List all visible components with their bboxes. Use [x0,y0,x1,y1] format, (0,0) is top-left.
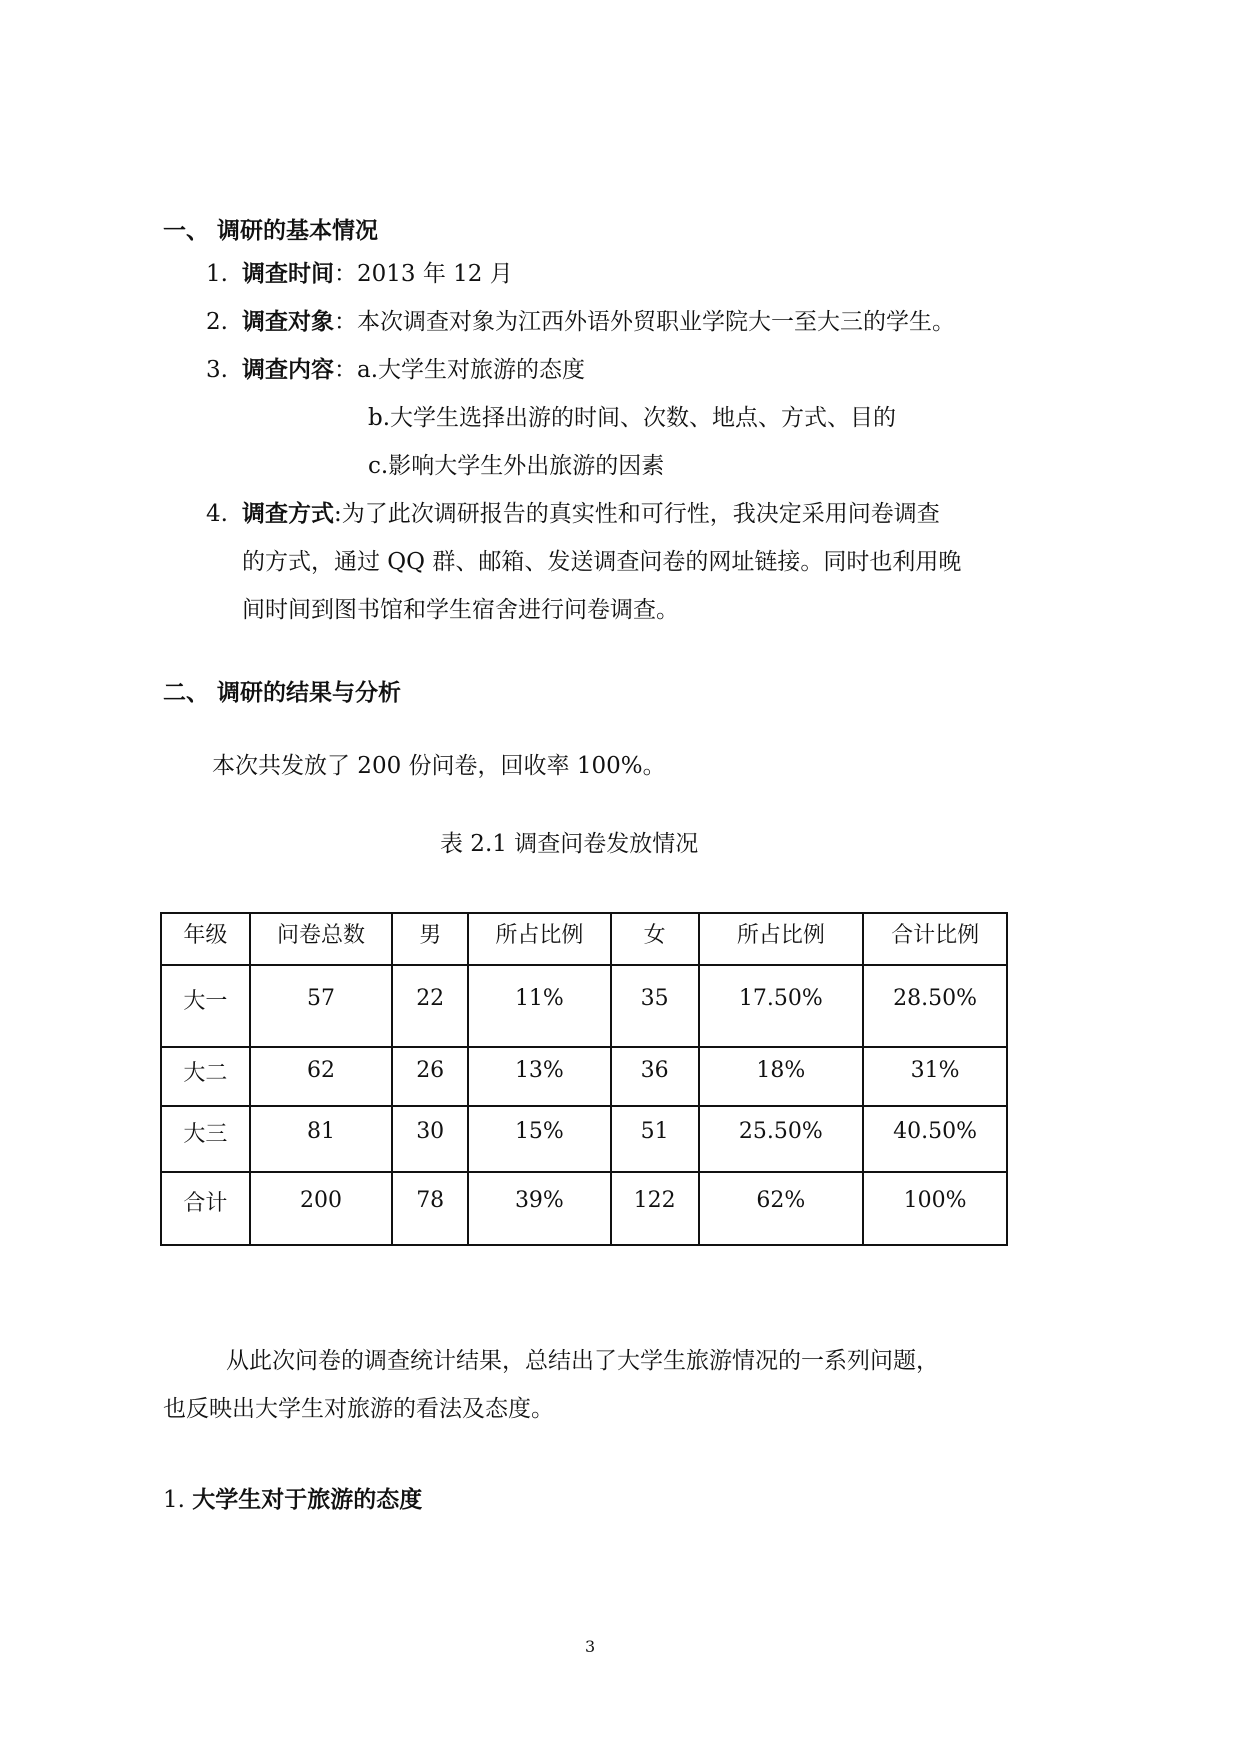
table-cell: 大二 [161,1047,250,1106]
table-caption: 表 2.1 调查问卷发放情况 [440,831,699,857]
item-separator: ： [334,261,357,287]
table-cell: 28.50% [863,965,1007,1047]
table-header-cell: 女 [611,913,699,965]
paragraph-line: 从此次问卷的调查统计结果，总结出了大学生旅游情况的一系列问题， [226,1348,939,1374]
subsection-title: 大学生对于旅游的态度 [192,1487,423,1513]
subsection-heading [163,1476,422,1524]
item-label: 调查方式 [242,501,334,527]
section-2-heading: 二、 调研的结果与分析 [163,680,402,706]
table-header-cell: 男 [392,913,468,965]
table-cell: 大一 [161,965,250,1047]
table-cell: 22 [392,965,468,1047]
table-cell: 26 [392,1047,468,1106]
item-text: 2013 年 12 月 [357,261,513,287]
table-cell: 15% [468,1106,611,1172]
list-item [206,346,585,394]
item-label: 调查时间 [242,261,334,287]
table-cell: 18% [699,1047,864,1106]
table-cell: 31% [863,1047,1007,1106]
intro-paragraph: 本次共发放了 200 份问卷，回收率 100%。 [212,753,666,779]
table-header-row [161,913,1007,965]
item-text: 本次调查对象为江西外语外贸职业学院大一至大三的学生。 [357,309,955,335]
item-number: 1. [206,261,228,287]
item-number: 4. [206,501,228,527]
item-separator: ： [334,309,357,335]
item-separator: : [334,501,342,527]
table-header-cell: 合计比例 [863,913,1007,965]
table-cell: 40.50% [863,1106,1007,1172]
list-subitem: c.影响大学生外出旅游的因素 [368,453,665,479]
table-header-cell: 所占比例 [699,913,864,965]
table-cell: 13% [468,1047,611,1106]
table-row [161,1172,1007,1245]
table-cell: 合计 [161,1172,250,1245]
table-cell: 62% [699,1172,864,1245]
paragraph-line: 也反映出大学生对旅游的看法及态度。 [163,1396,554,1422]
item-number: 2. [206,309,228,335]
table-cell: 36 [611,1047,699,1106]
survey-table [160,912,1008,1246]
table-cell: 39% [468,1172,611,1245]
table-cell: 100% [863,1172,1007,1245]
paragraph-line: 的方式，通过 QQ 群、邮箱、发送调查问卷的网址链接。同时也利用晚 [242,549,962,575]
item-separator: ： [334,357,357,383]
list-item [206,490,940,538]
table-cell: 122 [611,1172,699,1245]
table-cell: 200 [250,1172,393,1245]
table-cell: 大三 [161,1106,250,1172]
table-cell: 11% [468,965,611,1047]
table-cell: 25.50% [699,1106,864,1172]
table-header-cell: 问卷总数 [250,913,393,965]
table-cell: 35 [611,965,699,1047]
table-cell: 51 [611,1106,699,1172]
table-cell: 78 [392,1172,468,1245]
list-item [206,298,955,346]
item-text: a.大学生对旅游的态度 [357,357,586,383]
table-row [161,1106,1007,1172]
table-cell: 17.50% [699,965,864,1047]
section-1-heading: 一、 调研的基本情况 [163,218,379,244]
subsection-number: 1. [163,1487,185,1513]
table-cell: 62 [250,1047,393,1106]
table-header-cell: 所占比例 [468,913,611,965]
table-row [161,965,1007,1047]
list-item [206,250,513,298]
list-subitem: b.大学生选择出游的时间、次数、地点、方式、目的 [368,405,897,431]
table-cell: 30 [392,1106,468,1172]
item-label: 调查对象 [242,309,334,335]
page-number: 3 [585,1637,596,1656]
item-number: 3. [206,357,228,383]
paragraph-line: 间时间到图书馆和学生宿舍进行问卷调查。 [242,597,679,623]
item-text: 为了此次调研报告的真实性和可行性，我决定采用问卷调查 [341,501,940,527]
table-header-cell: 年级 [161,913,250,965]
table-cell: 57 [250,965,393,1047]
table-cell: 81 [250,1106,393,1172]
item-label: 调查内容 [242,357,334,383]
table-row [161,1047,1007,1106]
